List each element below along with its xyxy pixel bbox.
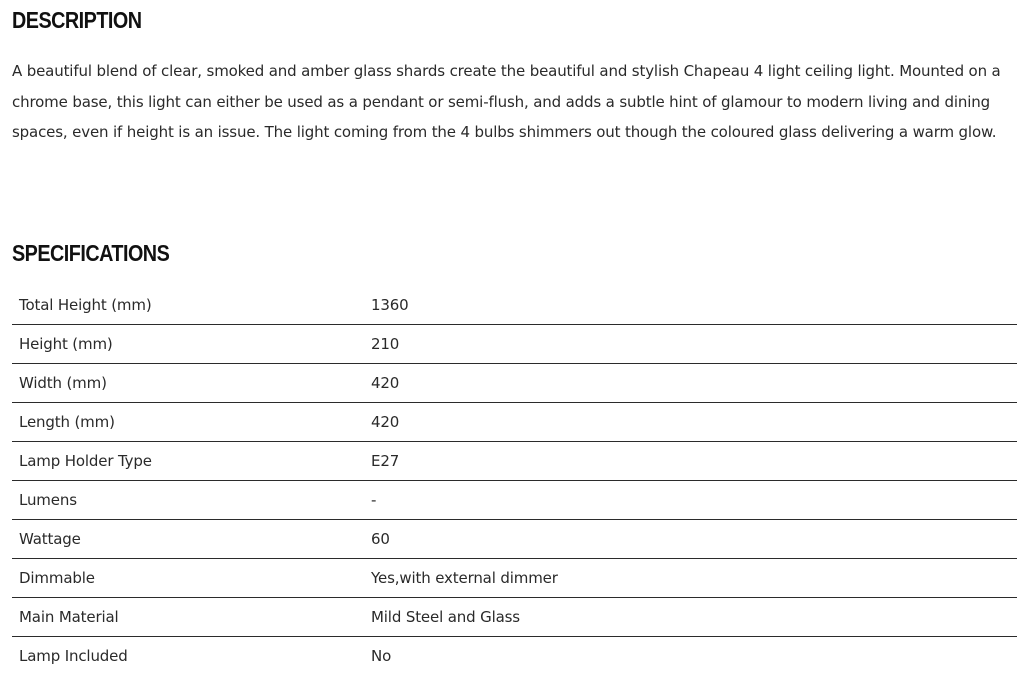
spec-value: E27 [364,442,1017,481]
spec-value: No [364,637,1017,675]
spec-value: 1360 [364,286,1017,325]
spec-label: Width (mm) [12,364,364,403]
spec-value: Yes,with external dimmer [364,559,1017,598]
spec-row-total-height [12,286,1017,325]
spec-row-height [12,325,1017,364]
spec-row-dimmable [12,559,1017,598]
spec-label: Lamp Holder Type [12,442,364,481]
spec-label: Height (mm) [12,325,364,364]
spec-label: Length (mm) [12,403,364,442]
spec-row-width [12,364,1017,403]
spec-label: Main Material [12,598,364,637]
spec-row-lamp-holder-type [12,442,1017,481]
spec-value: 420 [364,403,1017,442]
specifications-table [12,286,1017,675]
description-text: A beautiful blend of clear, smoked and amber glass shards create the beautiful and stylish Chapeau 4 light ceiling light. Mounted on a chrome base, this light can either be used as a pendant or semi-flush, and adds a subtle hint of glamour to modern living and dining spaces, even if height is an issue. The light coming from the 4 bulbs shimmers out though the coloured glass delivering a warm glow. [12,56,1015,148]
specifications-heading: SPECIFICATIONS [12,240,169,267]
spec-row-lamp-included [12,637,1017,675]
spec-label: Dimmable [12,559,364,598]
spec-label: Lamp Included [12,637,364,675]
spec-row-wattage [12,520,1017,559]
spec-row-length [12,403,1017,442]
spec-value: 60 [364,520,1017,559]
spec-label: Wattage [12,520,364,559]
spec-label: Total Height (mm) [12,286,364,325]
spec-row-lumens [12,481,1017,520]
spec-value: 210 [364,325,1017,364]
description-heading: DESCRIPTION [12,7,142,34]
spec-row-main-material [12,598,1017,637]
spec-value: Mild Steel and Glass [364,598,1017,637]
spec-value: - [364,481,1017,520]
spec-label: Lumens [12,481,364,520]
spec-value: 420 [364,364,1017,403]
